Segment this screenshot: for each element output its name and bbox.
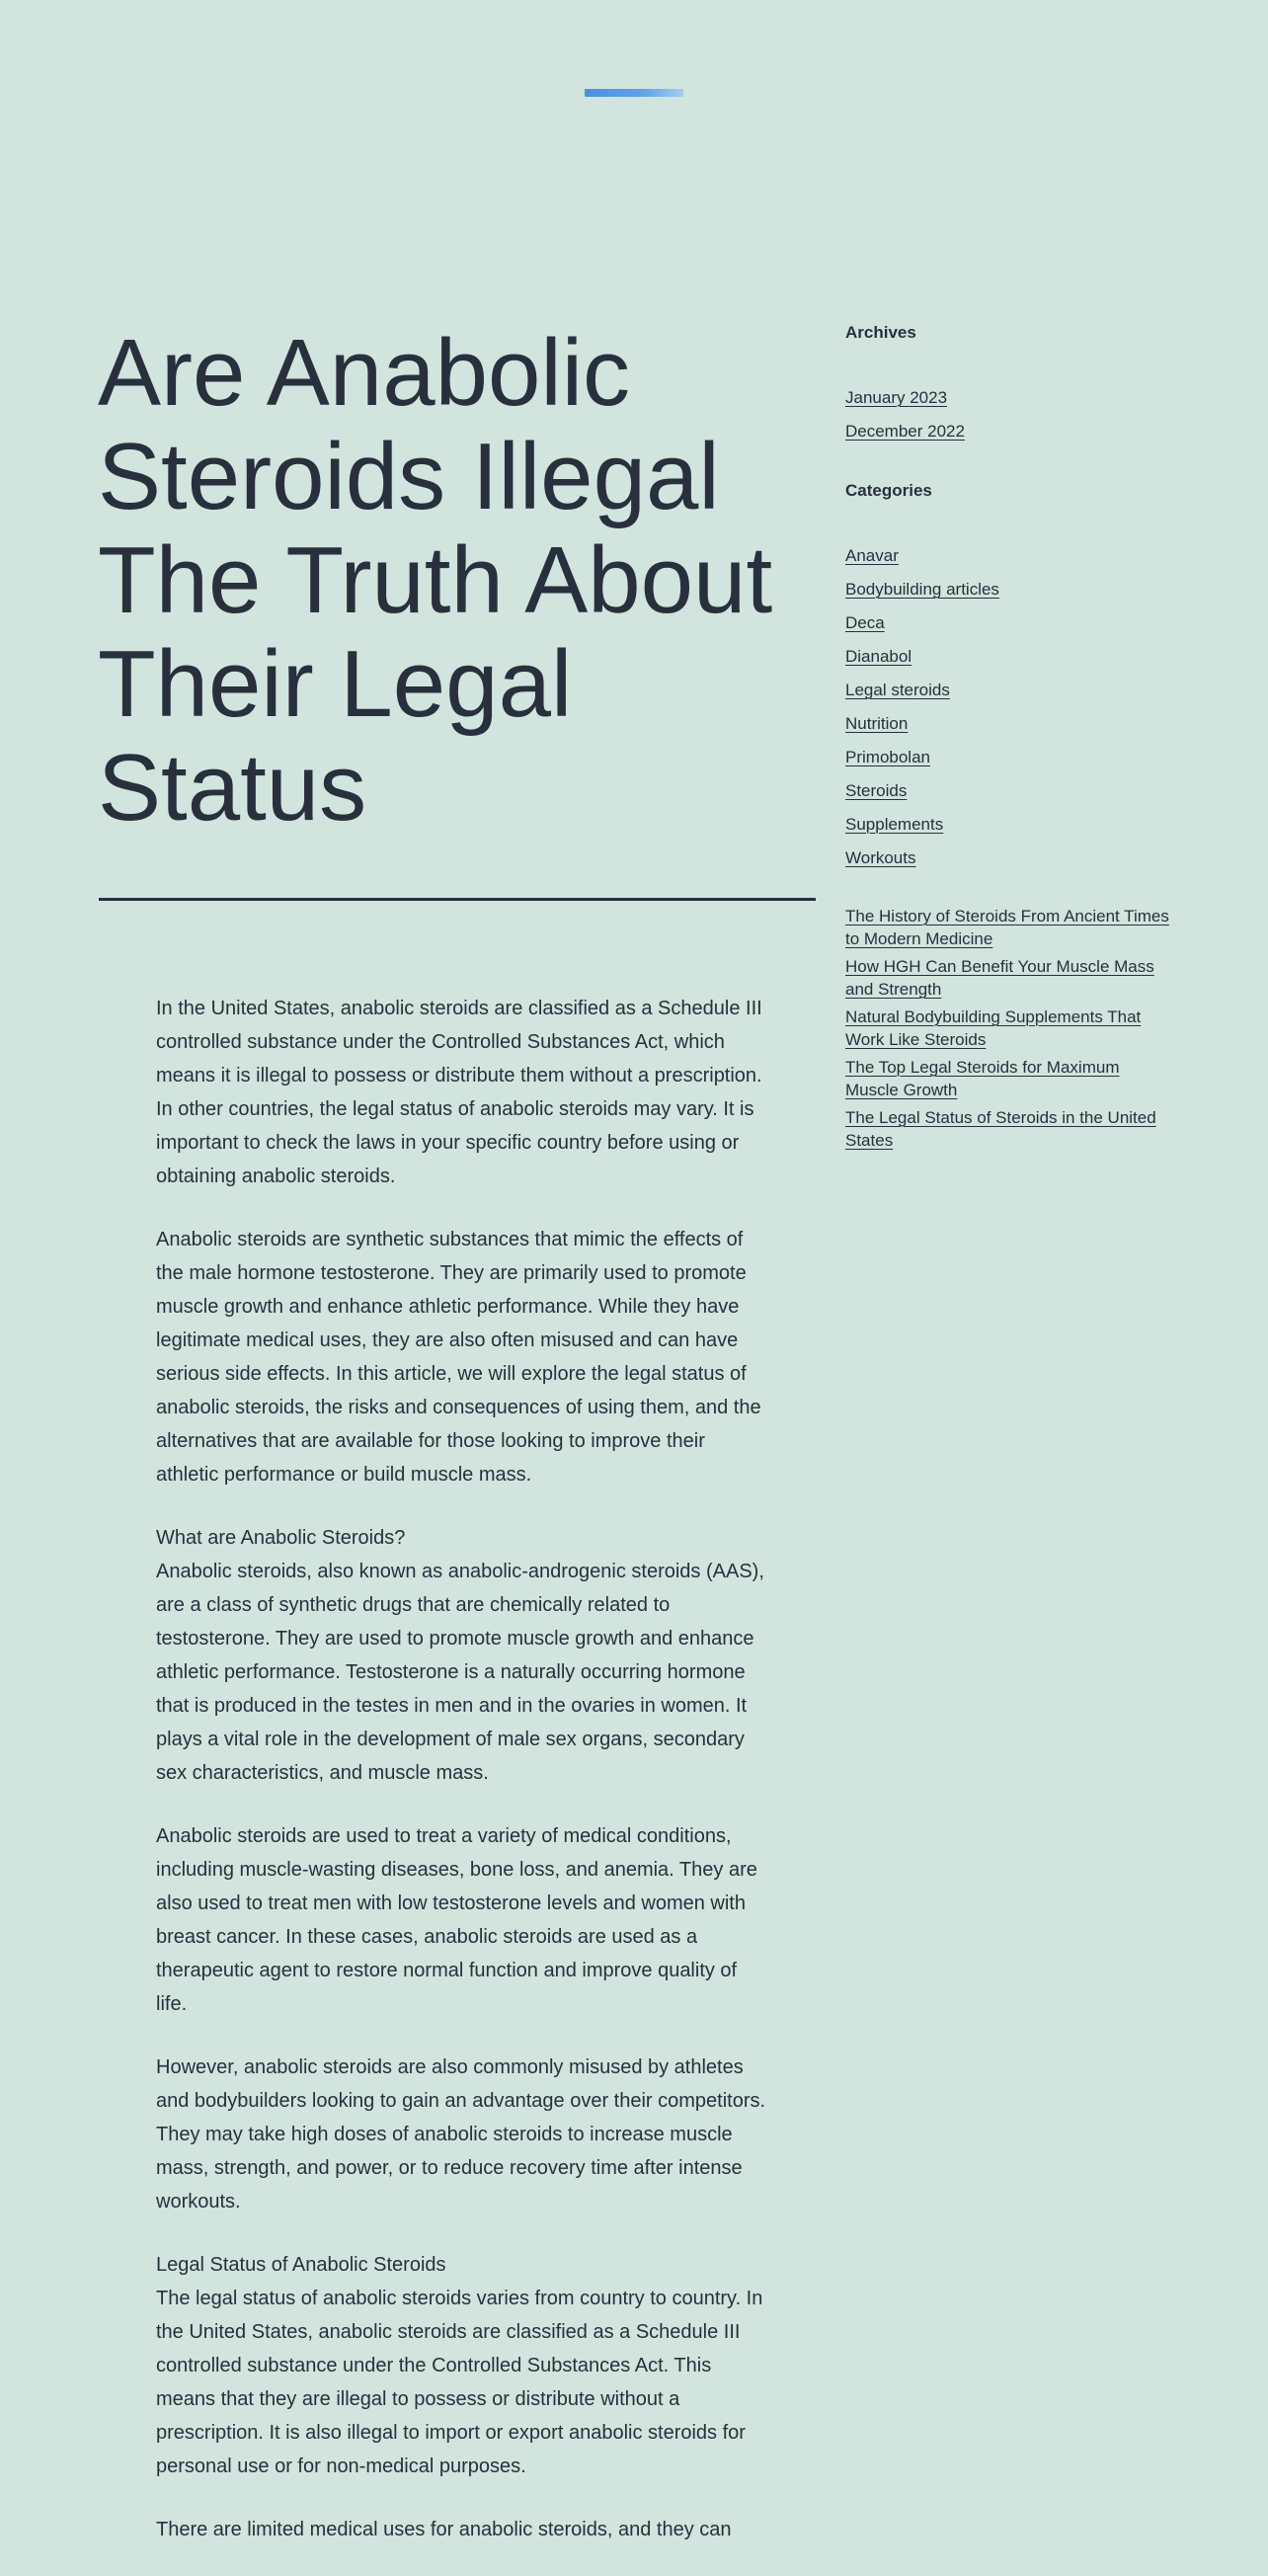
- recent-posts-list: [845, 905, 1171, 1152]
- section-block: [156, 2248, 768, 2483]
- category-link[interactable]: Nutrition: [845, 714, 909, 733]
- article-paragraph: Anabolic steroids are synthetic substances that mimic the effects of the male hormone testosterone. They are primarily used to promote muscle growth and enhance athletic performance. While they have legitimate medical uses, they are also often misused and can have serious side effects. In this article, we will explore the legal status of anabolic steroids, the risks and consequences of using them, and the alternatives that are available for those looking to improve their athletic performance or build muscle mass.: [156, 1229, 761, 1486]
- category-link[interactable]: Supplements: [845, 815, 944, 834]
- section-heading: What are Anabolic Steroids?: [156, 1527, 406, 1549]
- category-link[interactable]: Legal steroids: [845, 681, 950, 699]
- section-heading: Legal Status of Anabolic Steroids: [156, 2254, 446, 2276]
- category-link[interactable]: Steroids: [845, 781, 908, 800]
- archive-link[interactable]: December 2022: [845, 422, 965, 441]
- article-paragraph: However, anabolic steroids are also commonly misused by athletes and bodybuilders looking to gain an advantage over their competitors. They may take high doses of anabolic steroids to increase muscle mass, strength, and power, or to reduce recovery time after intense workouts.: [156, 2056, 766, 2213]
- list-item: [845, 415, 1171, 448]
- recent-post-link[interactable]: The Top Legal Steroids for Maximum Muscle Growth: [845, 1058, 1120, 1099]
- list-item: [845, 606, 1171, 640]
- article-paragraph: In the United States, anabolic steroids are classified as a Schedule III controlled substance under the Controlled Substances Act, which means it is illegal to possess or distribute them without a prescription. In other countries, the legal status of anabolic steroids may vary. It is important to check the laws in your specific country before using or obtaining anabolic steroids.: [156, 998, 762, 1187]
- article-paragraph: There are limited medical uses for anabolic steroids, and they can: [156, 2519, 732, 2540]
- category-link[interactable]: Workouts: [845, 848, 916, 867]
- list-item: [845, 741, 1171, 774]
- list-item: [845, 774, 1171, 808]
- article-title: Are Anabolic Steroids Illegal The Truth About Their Legal Status: [98, 320, 773, 841]
- list-item: [845, 1006, 1171, 1051]
- article-paragraph: The legal status of anabolic steroids varies from country to country. In the United States, anabolic steroids are classified as a Schedule III controlled substance under the Controlled Substances Act. This means that they are illegal to possess or distribute without a prescription. It is also illegal to import or export anabolic steroids for personal use or for non-medical purposes.: [156, 2288, 763, 2477]
- category-link[interactable]: Primobolan: [845, 748, 930, 766]
- category-link[interactable]: Bodybuilding articles: [845, 580, 999, 599]
- list-item: [845, 573, 1171, 606]
- category-link[interactable]: Deca: [845, 613, 885, 632]
- category-link[interactable]: Dianabol: [845, 647, 912, 666]
- list-item: [845, 842, 1171, 875]
- archive-link[interactable]: January 2023: [845, 388, 948, 407]
- header-accent-bar: [585, 89, 683, 97]
- article-content: [156, 992, 768, 2576]
- list-item: [845, 707, 1171, 741]
- article-paragraph: Anabolic steroids are used to treat a variety of medical conditions, including muscle-wasting diseases, bone loss, and anemia. They are also used to treat men with low testosterone levels and women with breast cancer. In these cases, anabolic steroids are used as a therapeutic agent to restore normal function and improve quality of life.: [156, 1825, 757, 2015]
- list-item: [845, 539, 1171, 573]
- archives-heading: Archives: [845, 323, 916, 342]
- categories-heading: Categories: [845, 481, 932, 500]
- list-item: [845, 674, 1171, 707]
- list-item: [845, 808, 1171, 842]
- categories-list: [845, 539, 1171, 875]
- sidebar: [845, 322, 1171, 1157]
- article-paragraph: Anabolic steroids, also known as anabolic-androgenic steroids (AAS), are a class of synthetic drugs that are chemically related to testosterone. They are used to promote muscle growth and enhance athletic performance. Testosterone is a naturally occurring hormone that is produced in the testes in men and in the ovaries in women. It plays a vital role in the development of male sex organs, secondary sex characteristics, and muscle mass.: [156, 1561, 764, 1784]
- archives-list: [845, 381, 1171, 448]
- category-link[interactable]: Anavar: [845, 546, 899, 565]
- list-item: [845, 955, 1171, 1001]
- recent-post-link[interactable]: The Legal Status of Steroids in the United States: [845, 1108, 1156, 1150]
- recent-post-link[interactable]: The History of Steroids From Ancient Times to Modern Medicine: [845, 907, 1169, 948]
- list-item: [845, 1106, 1171, 1152]
- title-divider: [99, 898, 816, 901]
- recent-post-link[interactable]: How HGH Can Benefit Your Muscle Mass and Strength: [845, 957, 1154, 999]
- list-item: [845, 1056, 1171, 1101]
- recent-post-link[interactable]: Natural Bodybuilding Supplements That Work Like Steroids: [845, 1007, 1142, 1049]
- list-item: [845, 640, 1171, 674]
- section-block: [156, 1521, 768, 1790]
- list-item: [845, 905, 1171, 950]
- list-item: [845, 381, 1171, 415]
